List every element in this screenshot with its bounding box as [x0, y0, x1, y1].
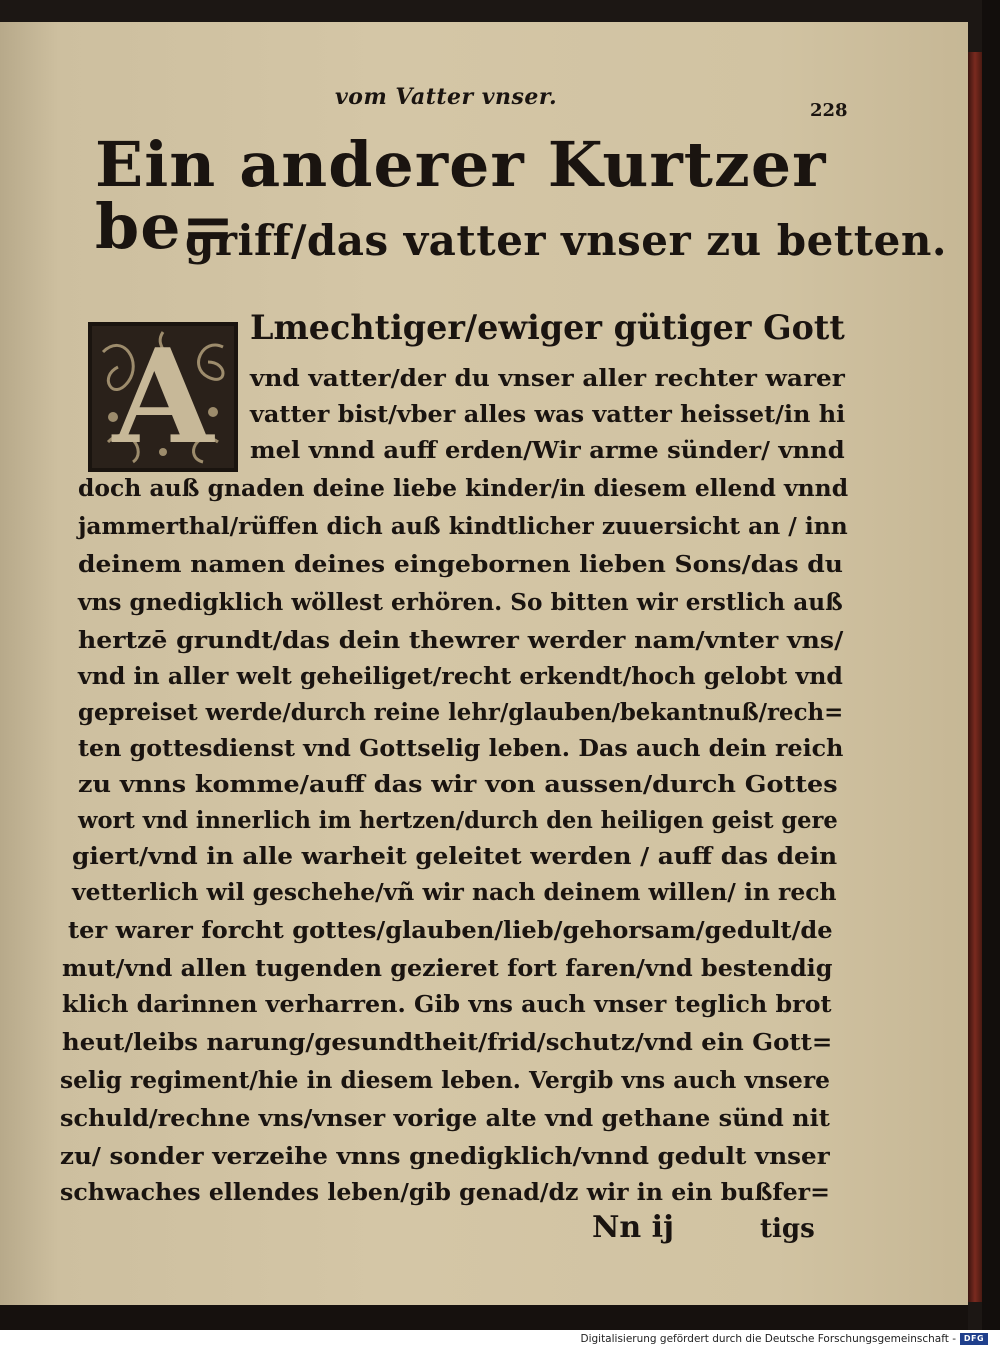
footer-credit: Digitalisierung gefördert durch die Deutsche Forschungsgemeinschaft -	[580, 1333, 956, 1345]
catchword: tigs	[760, 1214, 815, 1244]
text-line: doch auß gnaden deine liebe kinder/in diesem ellend vnnd	[78, 474, 849, 502]
page-number: 228	[810, 100, 848, 121]
heading-line-1: Ein anderer Kurtzer be=	[95, 128, 827, 263]
text-line: ten gottesdienst vnd Gottselig leben. Das auch dein reich	[78, 734, 844, 762]
text-line: hertzē grundt/das dein thewrer werder nam/vnter vns/	[78, 626, 844, 654]
text-line: klich darinnen verharren. Gib vns auch vnser teglich brot	[62, 990, 832, 1018]
body-text	[0, 22, 968, 1305]
book-edge-red	[968, 52, 982, 1302]
text-line: heut/leibs narung/gesundtheit/frid/schutz/vnd ein Gott=	[62, 1028, 833, 1056]
book-edge-shadow	[982, 0, 1000, 1330]
text-line: deinem namen deines eingebornen lieben Sons/das du	[78, 550, 843, 578]
text-line: selig regiment/hie in diesem leben. Vergib vns auch vnsere	[60, 1066, 830, 1094]
text-line: wort vnd innerlich im hertzen/durch den heiligen geist gere	[78, 806, 838, 834]
text-line: gepreiset werde/durch reine lehr/glauben/bekantnuß/rech=	[78, 698, 844, 726]
signature-mark: Nn ij	[592, 1210, 674, 1245]
scan-bottom-strip	[0, 1305, 968, 1330]
text-line: vnd vatter/der du vnser aller rechter warer	[250, 364, 845, 392]
text-line: mut/vnd allen tugenden gezieret fort faren/vnd bestendig	[62, 954, 833, 982]
running-head: vom Vatter vnser.	[335, 84, 558, 110]
text-line: mel vnnd auff erden/Wir arme sünder/ vnnd	[250, 436, 845, 464]
text-line: schwaches ellendes leben/gib genad/dz wir in ein bußfer=	[60, 1178, 830, 1206]
text-line: schuld/rechne vns/vnser vorige alte vnd gethane sünd nit	[60, 1104, 830, 1132]
text-line: ter warer forcht gottes/glauben/lieb/gehorsam/gedult/de	[68, 916, 833, 944]
dfg-logo-icon: DFG	[960, 1333, 988, 1345]
text-line: vatter bist/vber alles was vatter heisset/in hi	[250, 400, 846, 428]
text-line: Lmechtiger/ewiger gütiger Gott	[250, 308, 845, 348]
text-line: jammerthal/rüffen dich auß kindtlicher zuuersicht an / inn	[78, 512, 848, 540]
text-line: vnd in aller welt geheiliget/recht erkendt/hoch gelobt vnd	[78, 662, 843, 690]
book-page	[0, 22, 968, 1305]
text-line: vns gnedigklich wöllest erhören. So bitten wir erstlich auß	[78, 588, 843, 616]
text-line: zu vnns komme/auff das wir von aussen/durch Gottes	[78, 770, 838, 798]
heading-line-2: griff/das vatter vnser zu betten.	[185, 216, 947, 265]
footer	[0, 1330, 1000, 1348]
text-line: zu/ sonder verzeihe vnns gnedigklich/vnnd gedult vnser	[60, 1142, 830, 1170]
text-line: vetterlich wil geschehe/vñ wir nach deinem willen/ in rech	[72, 878, 837, 906]
text-line: giert/vnd in alle warheit geleitet werden / auff das dein	[72, 842, 838, 870]
drop-cap-letter: A	[112, 320, 214, 473]
